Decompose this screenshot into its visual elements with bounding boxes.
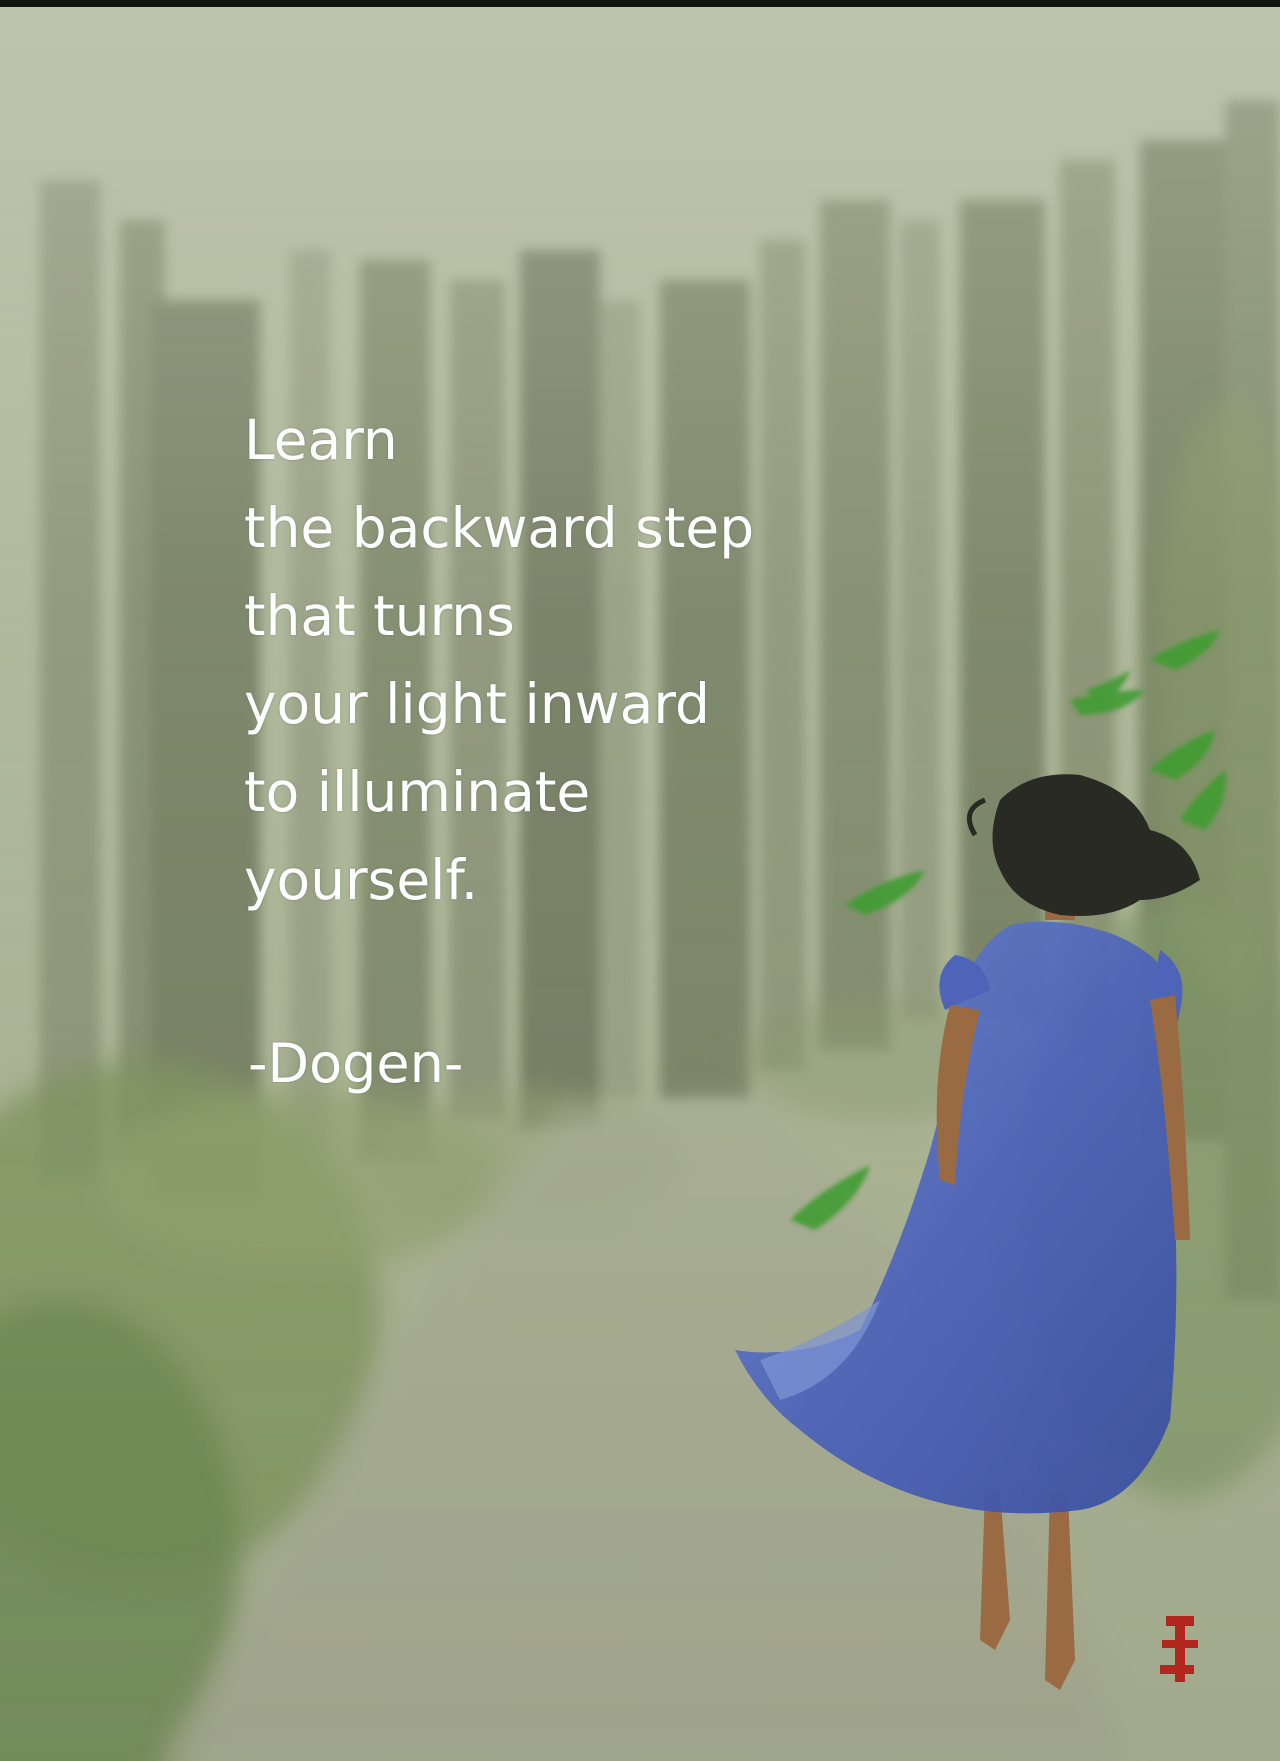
- quote-line: your light inward: [244, 672, 710, 736]
- quote-text: [244, 396, 884, 924]
- quote-line: yourself.: [244, 848, 479, 912]
- quote-line: to illuminate: [244, 760, 591, 824]
- quote-line: the backward step: [244, 496, 755, 560]
- quote-line: that turns: [244, 584, 515, 648]
- quote-line: Learn: [244, 408, 398, 472]
- frame-top-edge: [0, 0, 1280, 7]
- quote-author: -Dogen-: [248, 1032, 464, 1095]
